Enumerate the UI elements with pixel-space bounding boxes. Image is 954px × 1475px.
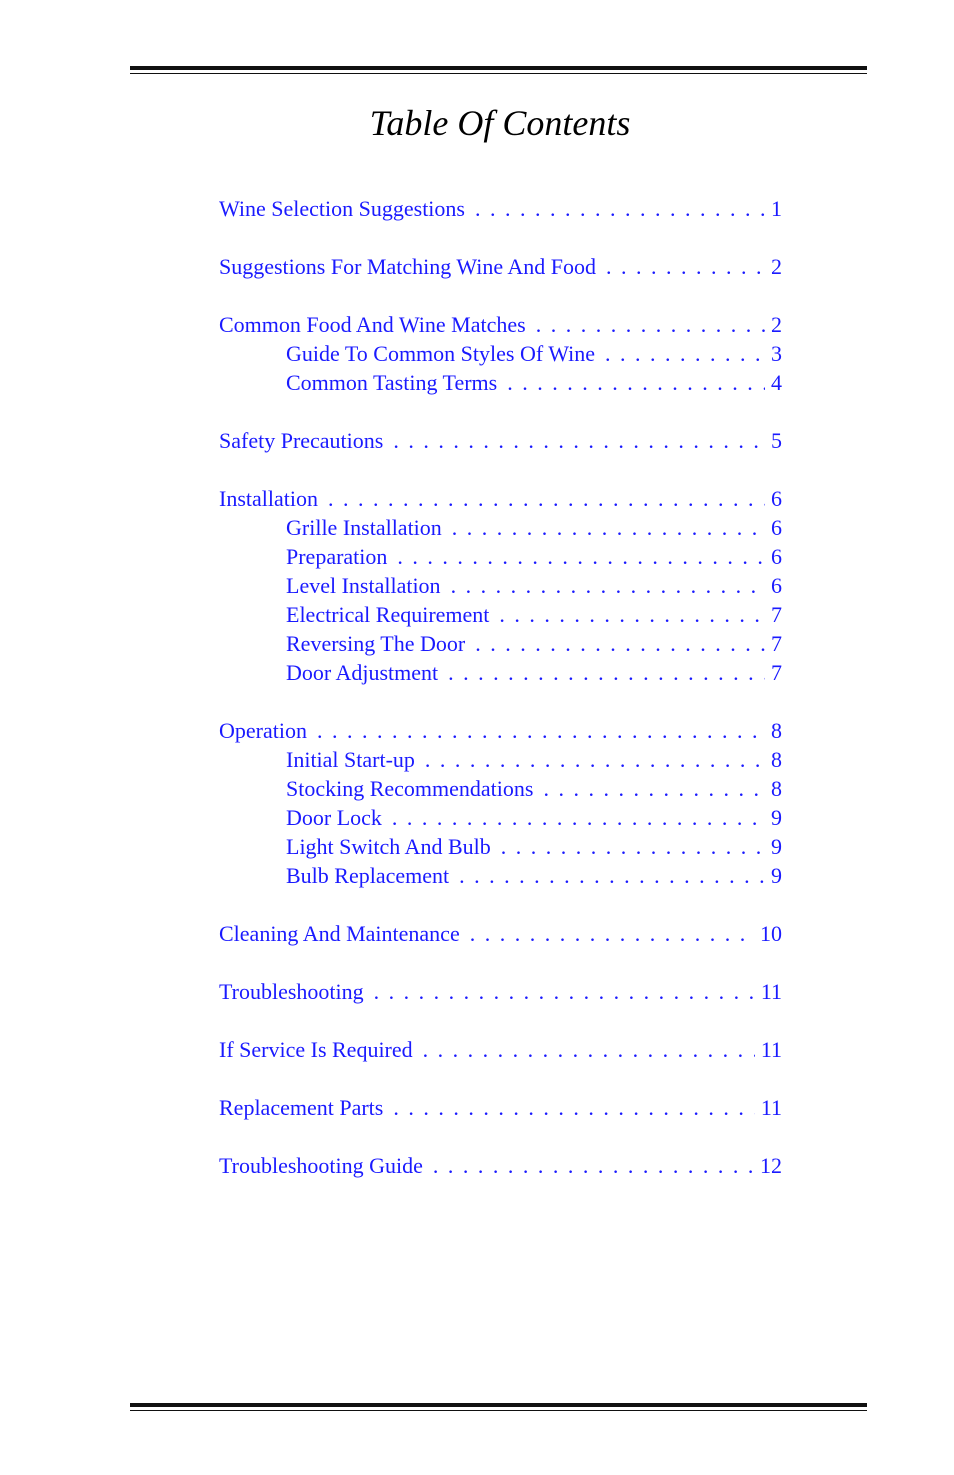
toc-entry-label: Door Adjustment [286, 660, 439, 685]
dot-leader [317, 718, 765, 744]
dot-leader [393, 1095, 754, 1121]
toc-entry-label: Level Installation [286, 573, 441, 598]
toc-entry-guide-to-common-styles-of-wine[interactable] [219, 341, 782, 370]
toc-entry-page: 10 [760, 921, 782, 946]
dot-leader [397, 544, 765, 570]
toc-entry-door-lock[interactable] [219, 805, 782, 834]
toc-entry-page: 11 [760, 1095, 782, 1120]
toc-entry-label: Stocking Recommendations [286, 776, 534, 801]
dot-leader [328, 486, 765, 512]
bottom-divider [130, 1403, 867, 1411]
dot-leader [459, 863, 765, 889]
dot-leader [543, 776, 765, 802]
toc-entry-label: Common Food And Wine Matches [219, 312, 526, 337]
toc-entry-operation[interactable] [219, 718, 782, 747]
toc-entry-page: 2 [771, 254, 782, 279]
dot-leader [470, 921, 754, 947]
toc-entry-page: 8 [771, 747, 782, 772]
toc-entry-page: 11 [760, 979, 782, 1004]
toc-entry-label: Troubleshooting [219, 979, 364, 1004]
toc-entry-label: Wine Selection Suggestions [219, 196, 465, 221]
toc-entry-wine-selection-suggestions[interactable] [219, 196, 782, 225]
toc-entry-page: 7 [771, 660, 782, 685]
dot-leader [499, 602, 765, 628]
dot-leader [393, 428, 765, 454]
toc-entry-label: Cleaning And Maintenance [219, 921, 460, 946]
toc-entry-label: Reversing The Door [286, 631, 466, 656]
dot-leader [452, 515, 765, 541]
toc-entry-initial-start-up[interactable] [219, 747, 782, 776]
toc-entry-label: Preparation [286, 544, 388, 569]
dot-leader [475, 196, 765, 222]
toc-entry-level-installation[interactable] [219, 573, 782, 602]
toc-entry-page: 6 [771, 515, 782, 540]
toc-entry-label: Replacement Parts [219, 1095, 384, 1120]
toc-entry-page: 12 [760, 1153, 782, 1178]
page-title: Table Of Contents [369, 103, 631, 143]
toc-entry-page: 7 [771, 602, 782, 627]
dot-leader [536, 312, 765, 338]
dot-leader [451, 573, 765, 599]
toc-entry-label: Installation [219, 486, 318, 511]
toc-entry-cleaning-and-maintenance[interactable] [219, 921, 782, 950]
toc-entry-page: 9 [771, 834, 782, 859]
toc-entry-label: Light Switch And Bulb [286, 834, 491, 859]
toc-entry-common-tasting-terms[interactable] [219, 370, 782, 399]
toc-entry-page: 5 [771, 428, 782, 453]
toc-entry-installation[interactable] [219, 486, 782, 515]
toc-entry-label: Initial Start-up [286, 747, 415, 772]
toc-entry-page: 9 [771, 863, 782, 888]
toc-entry-common-food-and-wine-matches[interactable] [219, 312, 782, 341]
toc-entry-preparation[interactable] [219, 544, 782, 573]
toc-entry-reversing-the-door[interactable] [219, 631, 782, 660]
toc-entry-stocking-recommendations[interactable] [219, 776, 782, 805]
dot-leader [423, 1037, 755, 1063]
toc-entry-label: Electrical Requirement [286, 602, 490, 627]
toc-entry-label: Door Lock [286, 805, 382, 830]
toc-entry-label: Common Tasting Terms [286, 370, 498, 395]
toc-entry-if-service-is-required[interactable] [219, 1037, 782, 1066]
toc-entry-label: Safety Precautions [219, 428, 384, 453]
toc-entry-page: 8 [771, 776, 782, 801]
toc-entry-label: Troubleshooting Guide [219, 1153, 423, 1178]
toc-entry-light-switch-and-bulb[interactable] [219, 834, 782, 863]
table-of-contents [219, 196, 782, 1182]
toc-entry-label: Suggestions For Matching Wine And Food [219, 254, 596, 279]
toc-entry-label: Bulb Replacement [286, 863, 450, 888]
dot-leader [475, 631, 765, 657]
toc-entry-page: 2 [771, 312, 782, 337]
toc-entry-page: 6 [771, 486, 782, 511]
toc-entry-label: If Service Is Required [219, 1037, 413, 1062]
toc-entry-troubleshooting-guide[interactable] [219, 1153, 782, 1182]
toc-entry-electrical-requirement[interactable] [219, 602, 782, 631]
dot-leader [448, 660, 765, 686]
dot-leader [605, 341, 765, 367]
toc-entry-label: Operation [219, 718, 307, 743]
toc-entry-grille-installation[interactable] [219, 515, 782, 544]
toc-entry-replacement-parts[interactable] [219, 1095, 782, 1124]
toc-entry-troubleshooting[interactable] [219, 979, 782, 1008]
toc-entry-page: 1 [771, 196, 782, 221]
dot-leader [606, 254, 765, 280]
dot-leader [433, 1153, 754, 1179]
toc-entry-label: Guide To Common Styles Of Wine [286, 341, 596, 366]
toc-entry-page: 7 [771, 631, 782, 656]
dot-leader [425, 747, 765, 773]
dot-leader [501, 834, 765, 860]
top-divider [130, 66, 867, 74]
toc-entry-page: 6 [771, 573, 782, 598]
toc-entry-page: 3 [771, 341, 782, 366]
toc-entry-safety-precautions[interactable] [219, 428, 782, 457]
toc-entry-page: 8 [771, 718, 782, 743]
toc-entry-door-adjustment[interactable] [219, 660, 782, 689]
toc-entry-label: Grille Installation [286, 515, 442, 540]
dot-leader [507, 370, 765, 396]
toc-entry-bulb-replacement[interactable] [219, 863, 782, 892]
toc-entry-page: 9 [771, 805, 782, 830]
toc-entry-page: 4 [771, 370, 782, 395]
dot-leader [392, 805, 765, 831]
toc-entry-page: 6 [771, 544, 782, 569]
dot-leader [374, 979, 755, 1005]
toc-entry-page: 11 [760, 1037, 782, 1062]
toc-entry-suggestions-for-matching-wine-and-food[interactable] [219, 254, 782, 283]
